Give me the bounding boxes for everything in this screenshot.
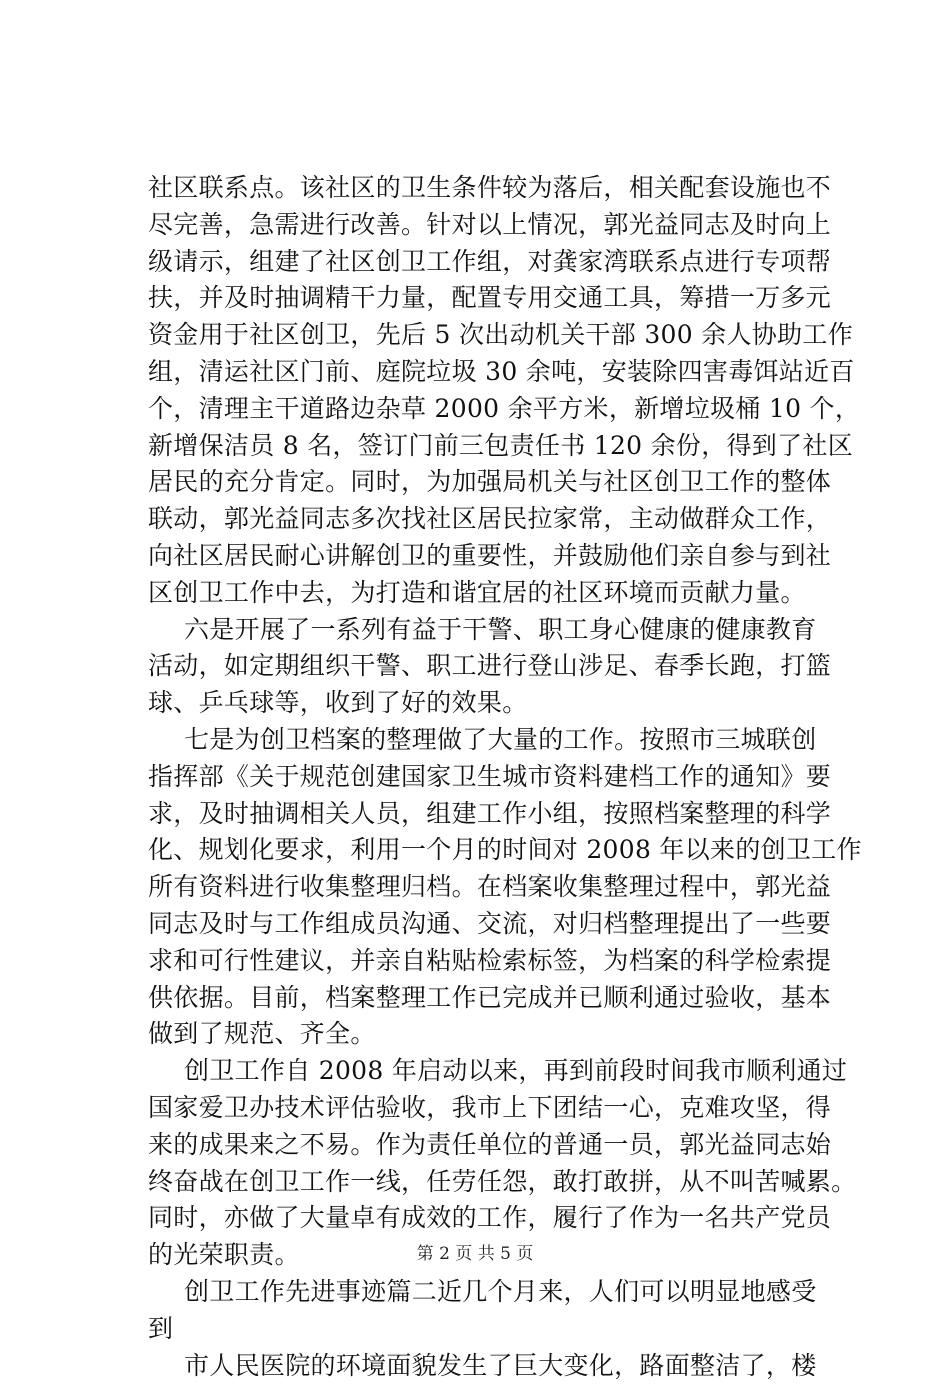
page-footer: 第 2 页 共 5 页 [0,1242,950,1266]
text-line: 级请示，组建了社区创卫工作组，对龚家湾联系点进行专项帮 [148,244,848,281]
text-line: 终奋战在创卫工作一线，任劳任怨，敢打敢拼，从不叫苦喊累。 [148,1164,848,1201]
text-line: 来的成果来之不易。作为责任单位的普通一员，郭光益同志始 [148,1127,848,1164]
text-line: 活动，如定期组织干警、职工进行登山涉足、春季长跑，打篮 [148,648,848,685]
text-line: 球、乒乓球等，收到了好的效果。 [148,685,848,722]
text-line: 市人民医院的环境面貌发生了巨大变化，路面整洁了，楼 [148,1348,848,1384]
text-line: 求，及时抽调相关人员，组建工作小组，按照档案整理的科学 [148,796,848,833]
text-line: 社区联系点。该社区的卫生条件较为落后，相关配套设施也不 [148,170,848,207]
text-line: 尽完善，急需进行改善。针对以上情况，郭光益同志及时向上 [148,207,848,244]
text-line: 向社区居民耐心讲解创卫的重要性，并鼓励他们亲自参与到社 [148,538,848,575]
text-line: 所有资料进行收集整理归档。在档案收集整理过程中，郭光益 [148,869,848,906]
text-line: 居民的充分肯定。同时，为加强局机关与社区创卫工作的整体 [148,464,848,501]
text-line: 扶，并及时抽调精干力量，配置专用交通工具，筹措一万多元 [148,280,848,317]
text-line: 新增保洁员 8 名，签订门前三包责任书 120 余份，得到了社区 [148,428,848,465]
text-line: 求和可行性建议，并亲自粘贴检索标签，为档案的科学检索提 [148,943,848,980]
text-line: 的光荣职责。 [148,1237,848,1274]
text-line: 区创卫工作中去，为打造和谐宜居的社区环境而贡献力量。 [148,575,848,612]
text-line: 国家爱卫办技术评估验收，我市上下团结一心，克难攻坚，得 [148,1090,848,1127]
text-line: 个，清理主干道路边杂草 2000 余平方米，新增垃圾桶 10 个， [148,391,848,428]
text-line: 同志及时与工作组成员沟通、交流，对归档整理提出了一些要 [148,906,848,943]
text-line: 组，清运社区门前、庭院垃圾 30 余吨，安装除四害毒饵站近百 [148,354,848,391]
text-line: 资金用于社区创卫，先后 5 次出动机关干部 300 余人协助工作 [148,317,848,354]
text-line: 到 [148,1311,848,1348]
text-line: 指挥部《关于规范创建国家卫生城市资料建档工作的通知》要 [148,759,848,796]
body-text [148,170,848,1384]
text-line: 六是开展了一系列有益于干警、职工身心健康的健康教育 [148,612,848,649]
text-line: 七是为创卫档案的整理做了大量的工作。按照市三城联创 [148,722,848,759]
text-line: 同时，亦做了大量卓有成效的工作，履行了作为一名共产党员 [148,1200,848,1237]
text-line: 化、规划化要求，利用一个月的时间对 2008 年以来的创卫工作 [148,832,848,869]
text-line: 创卫工作先进事迹篇二近几个月来，人们可以明显地感受 [148,1274,848,1311]
text-line: 创卫工作自 2008 年启动以来，再到前段时间我市顺利通过 [148,1053,848,1090]
text-line: 供依据。目前，档案整理工作已完成并已顺利通过验收，基本 [148,980,848,1017]
text-line: 做到了规范、齐全。 [148,1016,848,1053]
text-line: 联动，郭光益同志多次找社区居民拉家常，主动做群众工作， [148,501,848,538]
